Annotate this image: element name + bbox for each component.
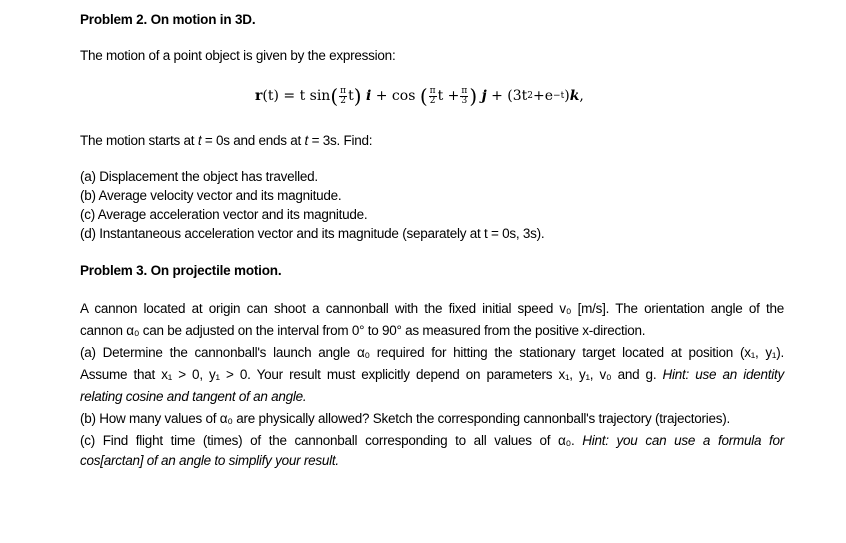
formula-frac-1 [339, 87, 347, 106]
formula-plus-k: + (3t [486, 88, 528, 104]
line7-text: (c) Find flight time (times) of the cannonball corresponding to all values of α₀. [80, 433, 583, 448]
formula-close: ) [564, 88, 570, 104]
formula-end: , [579, 88, 584, 104]
frac1-num: π [340, 85, 347, 96]
problem3-heading: Problem 3. On projectile motion. [80, 263, 282, 278]
problem3-line-1: A cannon located at origin can shoot a cannonball with the fixed initial speed v₀ [m/s]. The orientation angle of the [80, 301, 784, 316]
problem2-start-line [80, 133, 372, 148]
formula-paren-close-2: ) [469, 84, 478, 108]
problem2-item-d: (d) Instantaneous acceleration vector and its magnitude (separately at t = 0s, 3s). [80, 226, 545, 241]
problem3-line-8: cos[arctan] of an angle to simplify your result. [80, 453, 339, 468]
formula-paren-open-1: ( [330, 84, 339, 108]
start-line-a: The motion starts at [80, 133, 198, 148]
formula-t1: t [348, 88, 354, 104]
formula-plus-e: +e [533, 88, 554, 104]
start-line-t2: t [304, 133, 309, 148]
frac2b-den: 3 [461, 95, 468, 106]
motion-formula [255, 86, 584, 106]
formula-k: k [569, 88, 580, 104]
problem3-line-3: (a) Determine the cannonball's launch angle α₀ required for hitting the stationary target located at position (x₁, y₁). [80, 345, 784, 360]
formula-plus-cos: + cos [371, 88, 420, 104]
start-line-b: = 0s and ends at [201, 133, 305, 148]
line4-text: Assume that x₁ > 0, y₁ > 0. Your result must explicitly depend on parameters x₁, y₁, v₀ and g. [80, 367, 663, 382]
formula-sup-2: 2 [527, 91, 534, 101]
problem2-item-c: (c) Average acceleration vector and its magnitude. [80, 207, 368, 222]
formula-j: j [481, 88, 487, 104]
start-line-t1: t [197, 133, 202, 148]
frac1-den: 2 [340, 95, 346, 106]
problem3-line-4 [80, 367, 784, 382]
formula-t2: t + [437, 88, 460, 104]
problem3-line-2: cannon α₀ can be adjusted on the interval from 0° to 90° as measured from the positive x-direction. [80, 323, 646, 338]
problem3-line-6: (b) How many values of α₀ are physically allowed? Sketch the corresponding cannonball's trajectory (trajectories). [80, 411, 731, 426]
formula-arg: (t) = t sin [262, 88, 331, 104]
problem2-heading: Problem 2. On motion in 3D. [80, 12, 256, 27]
problem3-line-5: relating cosine and tangent of an angle. [80, 389, 307, 404]
line7-hint: Hint: you can use a formula for [582, 433, 784, 448]
problem2-intro: The motion of a point object is given by the expression: [80, 48, 396, 63]
problem2-item-a: (a) Displacement the object has travelled. [80, 169, 318, 184]
frac2a-den: 2 [429, 95, 436, 106]
formula-r: r [255, 88, 263, 104]
formula-sup-neg-t: −t [553, 91, 565, 101]
frac2b-num: π [461, 85, 468, 96]
formula-paren-open-2: ( [419, 84, 428, 108]
problem2-item-b: (b) Average velocity vector and its magnitude. [80, 188, 342, 203]
formula-paren-close-1: ) [353, 84, 362, 108]
line4-hint: Hint: use an identity [662, 367, 784, 382]
start-line-c: = 3s. Find: [308, 133, 373, 148]
formula-frac-2a [429, 87, 437, 106]
formula-frac-2b [460, 87, 468, 106]
problem3-line-7 [80, 433, 784, 448]
formula-i: i [365, 88, 372, 104]
frac2a-num: π [429, 85, 436, 96]
